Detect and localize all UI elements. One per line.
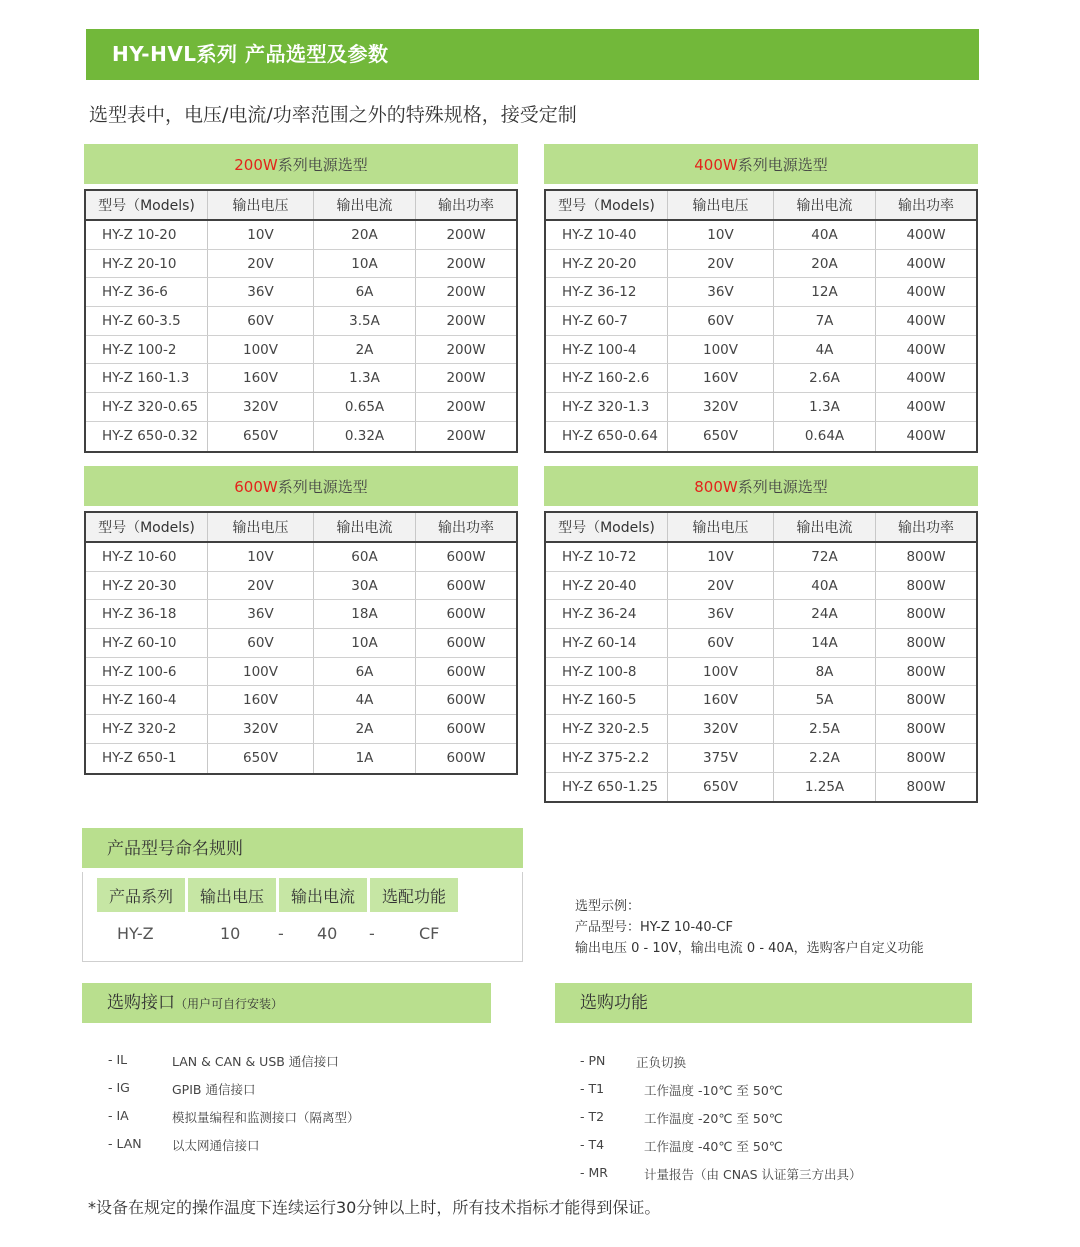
table-cell: 3.5A [314, 307, 416, 335]
naming-rules-title: 产品型号命名规则 [82, 828, 523, 868]
table-cell: 2A [314, 336, 416, 364]
naming-separator: - [278, 924, 284, 943]
table-header-row [86, 513, 516, 543]
table-row [86, 364, 516, 393]
table-row [546, 543, 976, 572]
table-cell: 40A [774, 221, 876, 249]
table-title [544, 466, 978, 506]
table-cell: 20V [208, 250, 314, 278]
table-cell: 36V [208, 600, 314, 628]
table-cell: 650V [668, 422, 774, 451]
table-cell: 6A [314, 658, 416, 686]
functions-list [580, 1053, 940, 1193]
table-cell: HY-Z 20-20 [546, 250, 668, 278]
table-row [546, 600, 976, 629]
table-cell: 24A [774, 600, 876, 628]
table-row [546, 572, 976, 601]
table-cell: 400W [906, 284, 946, 301]
table-cell: 200W [446, 398, 486, 415]
table-cell: HY-Z 320-0.65 [86, 393, 208, 421]
column-header: 输出功率 [438, 198, 494, 214]
table-cell: 72A [774, 543, 876, 571]
table-header-row [546, 191, 976, 221]
interfaces-title [82, 983, 491, 1023]
spec-table-3 [544, 466, 978, 803]
table-cell: 400W [906, 226, 946, 243]
table-row [86, 307, 516, 336]
table-row [86, 629, 516, 658]
table-row [546, 278, 976, 307]
naming-value-voltage: 10 [220, 924, 241, 943]
table-cell: 600W [446, 634, 486, 651]
example-line: 选型示例： [575, 899, 641, 914]
footer-note: *设备在规定的操作温度下连续运行30分钟以上时，所有技术指标才能得到保证。 [88, 1198, 661, 1217]
table-cell: 800W [906, 720, 946, 737]
table-cell: 200W [446, 428, 486, 445]
column-header: 输出电压 [668, 191, 774, 219]
table-cell: HY-Z 60-10 [86, 629, 208, 657]
table-cell: HY-Z 10-72 [546, 543, 668, 571]
table-row [86, 543, 516, 572]
naming-value-current: 40 [317, 924, 338, 943]
table-row [86, 744, 516, 773]
table-cell: HY-Z 320-2 [86, 715, 208, 743]
option-description: LAN & CAN & USB 通信接口 [172, 1054, 339, 1069]
naming-header-voltage: 输出电压 [188, 878, 276, 912]
table-cell: 6A [314, 278, 416, 306]
functions-title: 选购功能 [555, 983, 972, 1023]
table-body [544, 189, 978, 453]
table-cell: 5A [774, 686, 876, 714]
table-cell: HY-Z 100-4 [546, 336, 668, 364]
option-code: - T4 [580, 1137, 605, 1152]
table-cell: 10V [208, 221, 314, 249]
table-cell: HY-Z 36-18 [86, 600, 208, 628]
table-cell: 800W [906, 577, 946, 594]
table-cell: 60A [314, 543, 416, 571]
table-cell: HY-Z 650-1.25 [546, 773, 668, 802]
option-code: - T1 [580, 1081, 605, 1096]
table-cell: HY-Z 36-12 [546, 278, 668, 306]
table-title-power: 600W [234, 478, 278, 496]
table-cell: HY-Z 160-1.3 [86, 364, 208, 392]
table-cell: 800W [906, 606, 946, 623]
table-row [86, 715, 516, 744]
option-description: 工作温度 -10℃ 至 50℃ [644, 1083, 783, 1098]
interfaces-title-text: 选购接口 [107, 993, 175, 1013]
table-cell: 10A [314, 250, 416, 278]
table-row [546, 307, 976, 336]
table-cell: 600W [446, 548, 486, 565]
table-cell: HY-Z 375-2.2 [546, 744, 668, 772]
table-cell: 2A [314, 715, 416, 743]
table-row [546, 393, 976, 422]
table-cell: 800W [906, 548, 946, 565]
table-title-suffix: 系列电源选型 [277, 156, 368, 174]
table-cell: 0.32A [314, 422, 416, 451]
column-header: 型号（Models) [546, 513, 668, 541]
table-cell: HY-Z 60-7 [546, 307, 668, 335]
naming-header-function: 选配功能 [370, 878, 458, 912]
naming-values-row [83, 924, 524, 948]
table-cell: 18A [314, 600, 416, 628]
table-cell: 600W [446, 606, 486, 623]
table-cell: 100V [208, 658, 314, 686]
table-row [86, 221, 516, 250]
table-cell: 20A [314, 221, 416, 249]
table-cell: 650V [208, 744, 314, 773]
table-title [84, 144, 518, 184]
option-description: 工作温度 -20℃ 至 50℃ [644, 1111, 783, 1126]
table-title-power: 200W [234, 156, 278, 174]
table-cell: 10V [668, 543, 774, 571]
option-description: GPIB 通信接口 [172, 1082, 256, 1097]
table-row [546, 629, 976, 658]
list-item [108, 1108, 468, 1136]
table-cell: 200W [446, 312, 486, 329]
table-row [546, 422, 976, 451]
table-cell: 400W [906, 341, 946, 358]
table-cell: 1A [314, 744, 416, 773]
table-cell: HY-Z 36-24 [546, 600, 668, 628]
naming-rules-box [82, 872, 523, 962]
table-cell: 160V [208, 364, 314, 392]
table-cell: 160V [668, 686, 774, 714]
table-cell: HY-Z 20-40 [546, 572, 668, 600]
table-cell: 200W [446, 226, 486, 243]
table-cell: 650V [668, 773, 774, 802]
table-row [86, 572, 516, 601]
table-cell: 1.3A [314, 364, 416, 392]
table-cell: HY-Z 650-0.32 [86, 422, 208, 451]
table-row [546, 364, 976, 393]
table-cell: 60V [668, 629, 774, 657]
table-row [546, 221, 976, 250]
list-item [580, 1053, 940, 1081]
table-row [546, 658, 976, 687]
option-code: - PN [580, 1053, 606, 1068]
table-cell: 10V [668, 221, 774, 249]
list-item [580, 1109, 940, 1137]
column-header: 输出电压 [208, 191, 314, 219]
table-cell: 200W [446, 341, 486, 358]
option-code: - MR [580, 1165, 608, 1180]
table-title-suffix: 系列电源选型 [737, 156, 828, 174]
table-cell: 30A [314, 572, 416, 600]
table-cell: HY-Z 10-60 [86, 543, 208, 571]
table-cell: HY-Z 10-40 [546, 221, 668, 249]
spec-table-0 [84, 144, 518, 453]
table-row [86, 336, 516, 365]
interfaces-list [108, 1052, 468, 1164]
list-item [580, 1165, 940, 1193]
table-cell: HY-Z 160-5 [546, 686, 668, 714]
naming-value-series: HY-Z [117, 924, 154, 943]
table-title-power: 400W [694, 156, 738, 174]
table-title [84, 466, 518, 506]
table-row [86, 278, 516, 307]
naming-value-function: CF [419, 924, 440, 943]
table-cell: 36V [668, 278, 774, 306]
table-cell: 400W [906, 398, 946, 415]
table-cell: 1.3A [774, 393, 876, 421]
list-item [108, 1080, 468, 1108]
table-row [86, 422, 516, 451]
page-title: HY-HVL系列 产品选型及参数 [86, 29, 979, 80]
table-cell: 40A [774, 572, 876, 600]
column-header: 输出功率 [898, 198, 954, 214]
selection-example [575, 896, 924, 959]
table-cell: 320V [668, 715, 774, 743]
table-cell: 1.25A [774, 773, 876, 802]
column-header: 输出电流 [314, 513, 416, 541]
table-cell: 600W [446, 692, 486, 709]
table-cell: 400W [906, 312, 946, 329]
table-cell: 600W [446, 750, 486, 767]
naming-header-current: 输出电流 [279, 878, 367, 912]
table-row [546, 773, 976, 802]
table-cell: 20V [668, 572, 774, 600]
table-row [546, 336, 976, 365]
option-description: 正负切换 [636, 1055, 687, 1070]
table-cell: 200W [446, 284, 486, 301]
table-title-suffix: 系列电源选型 [737, 478, 828, 496]
table-cell: HY-Z 60-14 [546, 629, 668, 657]
table-cell: HY-Z 36-6 [86, 278, 208, 306]
table-cell: 7A [774, 307, 876, 335]
list-item [580, 1137, 940, 1165]
table-cell: 10V [208, 543, 314, 571]
option-code: - T2 [580, 1109, 605, 1124]
spec-table-1 [544, 144, 978, 453]
table-cell: 20A [774, 250, 876, 278]
table-title-suffix: 系列电源选型 [277, 478, 368, 496]
table-row [546, 715, 976, 744]
table-cell: 36V [208, 278, 314, 306]
table-cell: 200W [446, 370, 486, 387]
table-cell: HY-Z 60-3.5 [86, 307, 208, 335]
column-header: 输出电流 [314, 191, 416, 219]
option-code: - IG [108, 1080, 130, 1095]
table-cell: 2.6A [774, 364, 876, 392]
column-header: 输出功率 [438, 520, 494, 536]
list-item [108, 1136, 468, 1164]
table-cell: 4A [314, 686, 416, 714]
table-cell: 60V [208, 629, 314, 657]
option-code: - IA [108, 1108, 129, 1123]
table-cell: HY-Z 650-0.64 [546, 422, 668, 451]
interfaces-note: （用户可自行安装） [175, 997, 284, 1011]
table-cell: 2.5A [774, 715, 876, 743]
table-cell: 375V [668, 744, 774, 772]
naming-header-row [97, 878, 458, 912]
table-row [546, 744, 976, 773]
column-header: 型号（Models) [86, 191, 208, 219]
option-description: 模拟量编程和监测接口（隔离型） [172, 1110, 360, 1125]
table-cell: 2.2A [774, 744, 876, 772]
table-cell: 100V [208, 336, 314, 364]
table-cell: HY-Z 160-2.6 [546, 364, 668, 392]
table-cell: 4A [774, 336, 876, 364]
naming-separator: - [369, 924, 375, 943]
column-header: 输出电压 [208, 513, 314, 541]
option-code: - IL [108, 1052, 128, 1067]
table-cell: 14A [774, 629, 876, 657]
table-cell: 600W [446, 577, 486, 594]
table-header-row [546, 513, 976, 543]
example-line: 输出电压 0 - 10V，输出电流 0 - 40A，选购客户自定义功能 [575, 941, 924, 956]
option-description: 计量报告（由 CNAS 认证第三方出具） [644, 1167, 862, 1182]
table-title [544, 144, 978, 184]
table-cell: 200W [446, 255, 486, 272]
table-row [86, 658, 516, 687]
table-row [546, 686, 976, 715]
table-row [86, 600, 516, 629]
column-header: 输出电流 [774, 513, 876, 541]
list-item [108, 1052, 468, 1080]
table-cell: 60V [208, 307, 314, 335]
table-cell: 10A [314, 629, 416, 657]
list-item [580, 1081, 940, 1109]
table-cell: 800W [906, 692, 946, 709]
option-description: 工作温度 -40℃ 至 50℃ [644, 1139, 783, 1154]
table-cell: 0.65A [314, 393, 416, 421]
table-cell: 160V [668, 364, 774, 392]
table-cell: 320V [208, 715, 314, 743]
option-code: - LAN [108, 1136, 142, 1151]
table-cell: 0.64A [774, 422, 876, 451]
spec-table-2 [84, 466, 518, 775]
table-cell: HY-Z 10-20 [86, 221, 208, 249]
table-body [84, 189, 518, 453]
table-cell: 800W [906, 663, 946, 680]
subtitle: 选型表中，电压/电流/功率范围之外的特殊规格，接受定制 [89, 104, 577, 126]
table-cell: 36V [668, 600, 774, 628]
table-cell: HY-Z 100-2 [86, 336, 208, 364]
table-cell: HY-Z 20-30 [86, 572, 208, 600]
column-header: 输出电流 [774, 191, 876, 219]
table-cell: HY-Z 320-1.3 [546, 393, 668, 421]
table-cell: 12A [774, 278, 876, 306]
table-cell: HY-Z 650-1 [86, 744, 208, 773]
table-cell: 320V [208, 393, 314, 421]
table-cell: 650V [208, 422, 314, 451]
table-row [546, 250, 976, 279]
table-cell: 800W [906, 778, 946, 795]
table-body [84, 511, 518, 775]
table-cell: 160V [208, 686, 314, 714]
option-description: 以太网通信接口 [172, 1138, 260, 1153]
table-cell: 400W [906, 255, 946, 272]
naming-header-series: 产品系列 [97, 878, 185, 912]
table-cell: 20V [668, 250, 774, 278]
table-cell: 400W [906, 428, 946, 445]
table-row [86, 686, 516, 715]
table-cell: 400W [906, 370, 946, 387]
table-cell: HY-Z 100-6 [86, 658, 208, 686]
table-cell: HY-Z 320-2.5 [546, 715, 668, 743]
table-cell: 600W [446, 663, 486, 680]
table-title-power: 800W [694, 478, 738, 496]
column-header: 输出电压 [668, 513, 774, 541]
table-cell: HY-Z 100-8 [546, 658, 668, 686]
table-cell: 800W [906, 749, 946, 766]
table-cell: 600W [446, 720, 486, 737]
table-cell: 8A [774, 658, 876, 686]
table-header-row [86, 191, 516, 221]
column-header: 输出功率 [898, 520, 954, 536]
table-row [86, 250, 516, 279]
example-line: 产品型号：HY-Z 10-40-CF [575, 920, 733, 935]
table-row [86, 393, 516, 422]
table-cell: 100V [668, 336, 774, 364]
table-cell: HY-Z 20-10 [86, 250, 208, 278]
column-header: 型号（Models) [546, 191, 668, 219]
table-cell: 100V [668, 658, 774, 686]
table-cell: 20V [208, 572, 314, 600]
table-cell: 320V [668, 393, 774, 421]
table-cell: 60V [668, 307, 774, 335]
table-cell: HY-Z 160-4 [86, 686, 208, 714]
table-cell: 800W [906, 634, 946, 651]
column-header: 型号（Models) [86, 513, 208, 541]
table-body [544, 511, 978, 803]
